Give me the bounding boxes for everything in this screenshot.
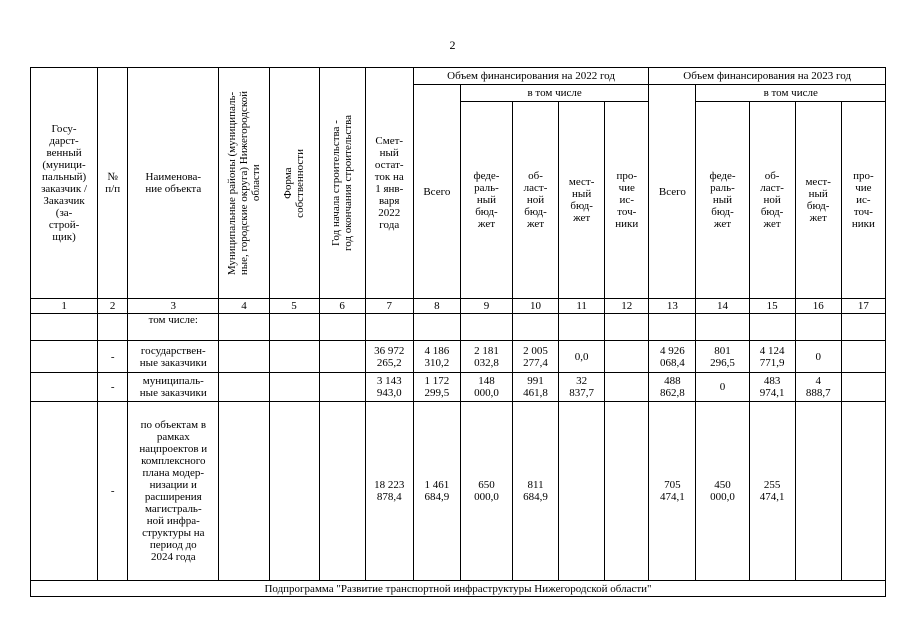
col-num: 5	[269, 299, 319, 314]
cell-local-2022: 32 837,7	[559, 373, 605, 402]
header-district: Муниципальные районы (муниципаль- ные, городские округа) Нижегородской области	[219, 68, 269, 299]
cell-federal-2022: 2 181 032,8	[460, 341, 512, 373]
col-num: 9	[460, 299, 512, 314]
col-num: 3	[128, 299, 219, 314]
cell-federal-2023: 450 000,0	[696, 402, 749, 581]
cell-local-2022: 0,0	[559, 341, 605, 373]
header-local-2023: мест- ный бюд- жет	[795, 102, 841, 299]
header-federal-2023: феде- раль- ный бюд- жет	[696, 102, 749, 299]
header-customer: Госу- дарст- венный (муници- пальный) заказчик / Заказчик (за- строй- щик)	[31, 68, 98, 299]
col-num: 15	[749, 299, 795, 314]
cell-regional-2022: 991 461,8	[513, 373, 559, 402]
cell-total-2022: 4 186 310,2	[413, 341, 460, 373]
col-num: 16	[795, 299, 841, 314]
page-number: 2	[449, 38, 456, 52]
col-num: 6	[319, 299, 365, 314]
cell-object-name: муниципаль- ные заказчики	[128, 373, 219, 402]
cell-local-2023: 4 888,7	[795, 373, 841, 402]
col-num: 11	[559, 299, 605, 314]
cell-total-2023: 488 862,8	[649, 373, 696, 402]
header-fin-2023: Объем финансирования на 2023 год	[649, 68, 886, 85]
header-other-2022: про- чие ис- точ- ники	[605, 102, 649, 299]
cell-num: -	[98, 402, 128, 581]
col-num: 13	[649, 299, 696, 314]
cell-federal-2022: 148 000,0	[460, 373, 512, 402]
header-including-2023: в том числе	[696, 85, 886, 102]
table-row	[31, 402, 886, 581]
cell-federal-2023: 0	[696, 373, 749, 402]
header-num: № п/п	[98, 68, 128, 299]
cell-local-2023: 0	[795, 341, 841, 373]
cell-estimate: 36 972 265,2	[365, 341, 413, 373]
cell-regional-2023: 4 124 771,9	[749, 341, 795, 373]
header-regional-2023: об- ласт- ной бюд- жет	[749, 102, 795, 299]
col-num: 2	[98, 299, 128, 314]
header-including-2022: в том числе	[460, 85, 648, 102]
cell-total-2023: 705 474,1	[649, 402, 696, 581]
cell-num: -	[98, 373, 128, 402]
cell-num: -	[98, 341, 128, 373]
col-num: 1	[31, 299, 98, 314]
column-number-row	[31, 299, 886, 314]
col-num: 17	[841, 299, 885, 314]
col-num: 4	[219, 299, 269, 314]
table-row	[31, 373, 886, 402]
col-num: 12	[605, 299, 649, 314]
col-num: 14	[696, 299, 749, 314]
cell-object-name: государствен- ные заказчики	[128, 341, 219, 373]
subprogram-row	[31, 581, 886, 597]
cell-total-2022: 1 172 299,5	[413, 373, 460, 402]
header-local-2022: мест- ный бюд- жет	[559, 102, 605, 299]
header-years: Год начала строительства - год окончания строительства	[319, 68, 365, 299]
table-row	[31, 314, 886, 341]
cell-federal-2022: 650 000,0	[460, 402, 512, 581]
cell-total-2023: 4 926 068,4	[649, 341, 696, 373]
cell-federal-2023: 801 296,5	[696, 341, 749, 373]
header-total-2023: Всего	[649, 85, 696, 299]
financing-table	[30, 67, 886, 597]
cell-regional-2022: 811 684,9	[513, 402, 559, 581]
cell-total-2022: 1 461 684,9	[413, 402, 460, 581]
cell-object-name: том числе:	[128, 314, 219, 341]
header-fin-2022: Объем финансирования на 2022 год	[413, 68, 649, 85]
header-federal-2022: феде- раль- ный бюд- жет	[460, 102, 512, 299]
header-regional-2022: об- ласт- ной бюд- жет	[513, 102, 559, 299]
cell-estimate: 18 223 878,4	[365, 402, 413, 581]
header-row-1	[31, 68, 886, 85]
cell-regional-2023: 483 974,1	[749, 373, 795, 402]
cell-regional-2022: 2 005 277,4	[513, 341, 559, 373]
col-num: 8	[413, 299, 460, 314]
cell-num	[98, 314, 128, 341]
header-total-2022: Всего	[413, 85, 460, 299]
col-num: 10	[513, 299, 559, 314]
cell-estimate: 3 143 943,0	[365, 373, 413, 402]
table-row	[31, 341, 886, 373]
cell-regional-2023: 255 474,1	[749, 402, 795, 581]
header-object-name: Наименова- ние объекта	[128, 68, 219, 299]
col-num: 7	[365, 299, 413, 314]
header-ownership: Форма собственности	[269, 68, 319, 299]
cell-object-name: по объектам в рамках нацпроектов и комплексного плана модер- низации и расширения магистраль- ной инфра- структуры на период до 2024 года	[128, 402, 219, 581]
subprogram-title: Подпрограмма "Развитие транспортной инфраструктуры Нижегородской области"	[31, 581, 886, 597]
header-other-2023: про- чие ис- точ- ники	[841, 102, 885, 299]
header-estimate: Смет- ный остат- ток на 1 янв- варя 2022 года	[365, 68, 413, 299]
